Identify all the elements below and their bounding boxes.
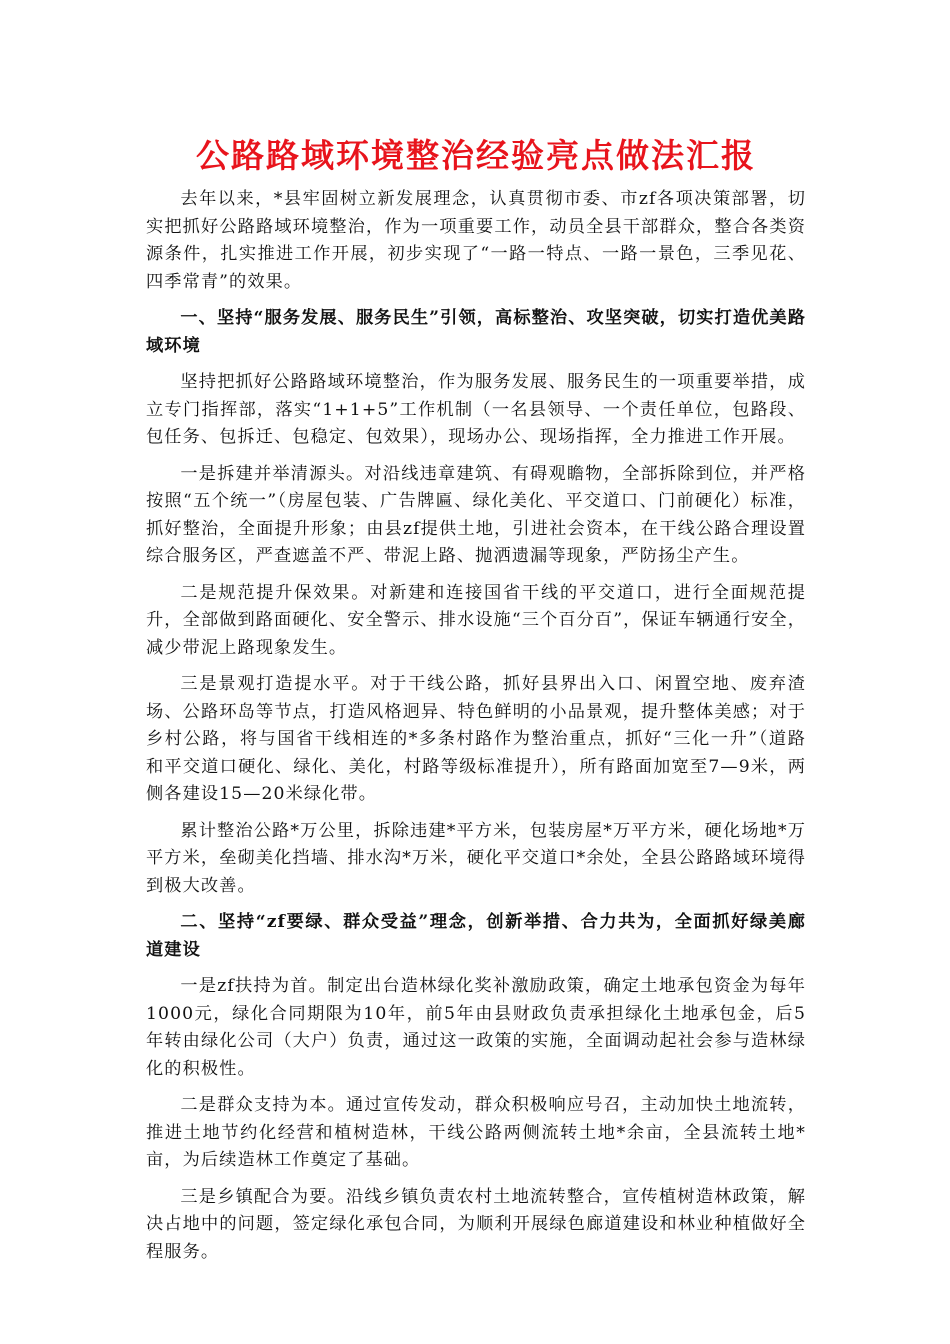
section-heading: 一、坚持“服务发展、服务民生”引领，高标整治、攻坚突破，切实打造优美路域环境 — [146, 308, 806, 356]
body-paragraph: 去年以来，*县牢固树立新发展理念，认真贯彻市委、市zf各项决策部署，切实把抓好公路路域环境整治，作为一项重要工作，动员全县干部群众，整合各类资源条件，扎实推进工作开展，初步实现了“一路一特点、一路一景色，三季见花、四季常青”的效果。 — [146, 189, 806, 292]
body-paragraph: 三是乡镇配合为要。沿线乡镇负责农村土地流转整合，宣传植树造林政策，解决占地中的问题，签定绿化承包合同，为顺利开展绿色廊道建设和林业种植做好全程服务。 — [146, 1186, 806, 1262]
body-paragraph: 累计整治公路*万公里，拆除违建*平方米，包装房屋*万平方米，硬化场地*万平方米，垒砌美化挡墙、排水沟*万米，硬化平交道口*余处，全县公路路域环境得到极大改善。 — [146, 820, 806, 896]
document-title: 公路路域环境整治经验亮点做法汇报 — [196, 136, 756, 175]
body-paragraph: 坚持把抓好公路路域环境整治，作为服务发展、服务民生的一项重要举措，成立专门指挥部，落实“1+1+5”工作机制（一名县领导、一个责任单位，包路段、包任务、包拆迁、包稳定、包效果），现场办公、现场指挥，全力推进工作开展。 — [146, 372, 806, 447]
body-paragraph: 三是景观打造提水平。对于干线公路，抓好县界出入口、闲置空地、废弃渣场、公路环岛等节点，打造风格迥异、特色鲜明的小品景观，提升整体美感；对于乡村公路，将与国省干线相连的*多条村路作为整治重点，抓好“三化一升”（道路和平交道口硬化、绿化、美化，村路等级标准提升），所有路面加宽至7—9米，两侧各建设15—20米绿化带。 — [146, 674, 806, 804]
document-body — [146, 186, 806, 1275]
body-paragraph: 一是zf扶持为首。制定出台造林绿化奖补激励政策，确定土地承包资金为每年1000元，绿化合同期限为10年，前5年由县财政负责承担绿化土地承包金，后5年转由绿化公司（大户）负责，通过这一政策的实施，全面调动起社会参与造林绿化的积极性。 — [146, 976, 806, 1079]
body-paragraph: 二是规范提升保效果。对新建和连接国省干线的平交道口，进行全面规范提升，全部做到路面硬化、安全警示、排水设施“三个百分百”，保证车辆通行安全，减少带泥上路现象发生。 — [146, 582, 806, 658]
document-page — [146, 0, 806, 1344]
body-paragraph: 一是拆建并举清源头。对沿线违章建筑、有碍观瞻物，全部拆除到位，并严格按照“五个统一”（房屋包装、广告牌匾、绿化美化、平交道口、门前硬化）标准，抓好整治，全面提升形象；由县zf提供土地，引进社会资本，在干线公路合理设置综合服务区，严查遮盖不严、带泥上路、抛洒遗漏等现象，严防扬尘产生。 — [146, 463, 806, 566]
section-heading: 二、坚持“zf要绿、群众受益”理念，创新举措、合力共为，全面抓好绿美廊道建设 — [146, 912, 806, 960]
body-paragraph: 二是群众支持为本。通过宣传发动，群众积极响应号召，主动加快土地流转，推进土地节约化经营和植树造林，干线公路两侧流转土地*余亩，全县流转土地*亩，为后续造林工作奠定了基础。 — [146, 1095, 806, 1170]
